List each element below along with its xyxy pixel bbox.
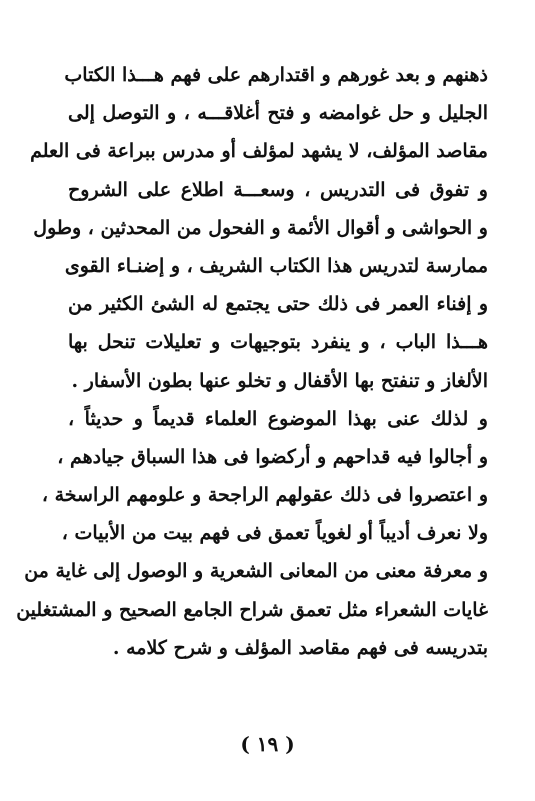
page-number: ( ١٩ ) xyxy=(240,732,295,756)
text-line: ذهنهم و بعد غورهم و اقتدارهم على فهم هـــذا الكتاب xyxy=(64,64,488,86)
text-line: غايات الشعراء مثل تعمق شراح الجامع الصحيح و المشتغلين xyxy=(16,598,488,621)
text-line: هـــذا الباب ، و ينفرد بتوجيهات و تعليلات تنحل بها xyxy=(68,331,488,354)
text-line: الجليل و حل غوامضه و فتح أغلاقـــه ، و التوصل إلى xyxy=(68,102,488,125)
text-line: بتدريسه فى فهم مقاصد المؤلف و شرح كلامه . xyxy=(112,636,488,659)
text-line: ممارسة لتدريس هذا الكتاب الشريف ، و إضنـاء القوى xyxy=(64,254,488,277)
text-line: و تفوق فى التدريس ، وسعـــة اطلاع على الشروح xyxy=(68,178,488,201)
text-line: و اعتصروا فى ذلك عقولهم الراجحة و علومهم الراسخة ، xyxy=(41,484,488,507)
text-line: و إفناء العمر فى ذلك حتى يجتمع له الشئ الكثير من xyxy=(68,293,488,316)
text-line: و أجالوا فيه قداحهم و أركضوا فى هذا السباق جيادهم ، xyxy=(57,445,488,468)
text-line: و الحواشى و أقوال الأئمة و الفحول من المحدثين ، وطول xyxy=(33,216,488,239)
text-line: مقاصد المؤلف، لا يشهد لمؤلف أو مدرس ببراعة فى العلم xyxy=(30,140,488,163)
text-line: ولا نعرف أديباً أو لغوياً تعمق فى فهم بيت من الأبيات ، xyxy=(61,522,488,545)
text-line: و معرفة معنى من المعانى الشعرية و الوصول إلى غاية من xyxy=(24,560,488,583)
body-text xyxy=(16,56,488,667)
text-line: و لذلك عنى بهذا الموضوع العلماء قديماً و حديثاً ، xyxy=(68,407,488,430)
text-line: الألغاز و تنفتح بها الأقفال و تخلو عنها بطون الأسفار . xyxy=(71,369,488,392)
